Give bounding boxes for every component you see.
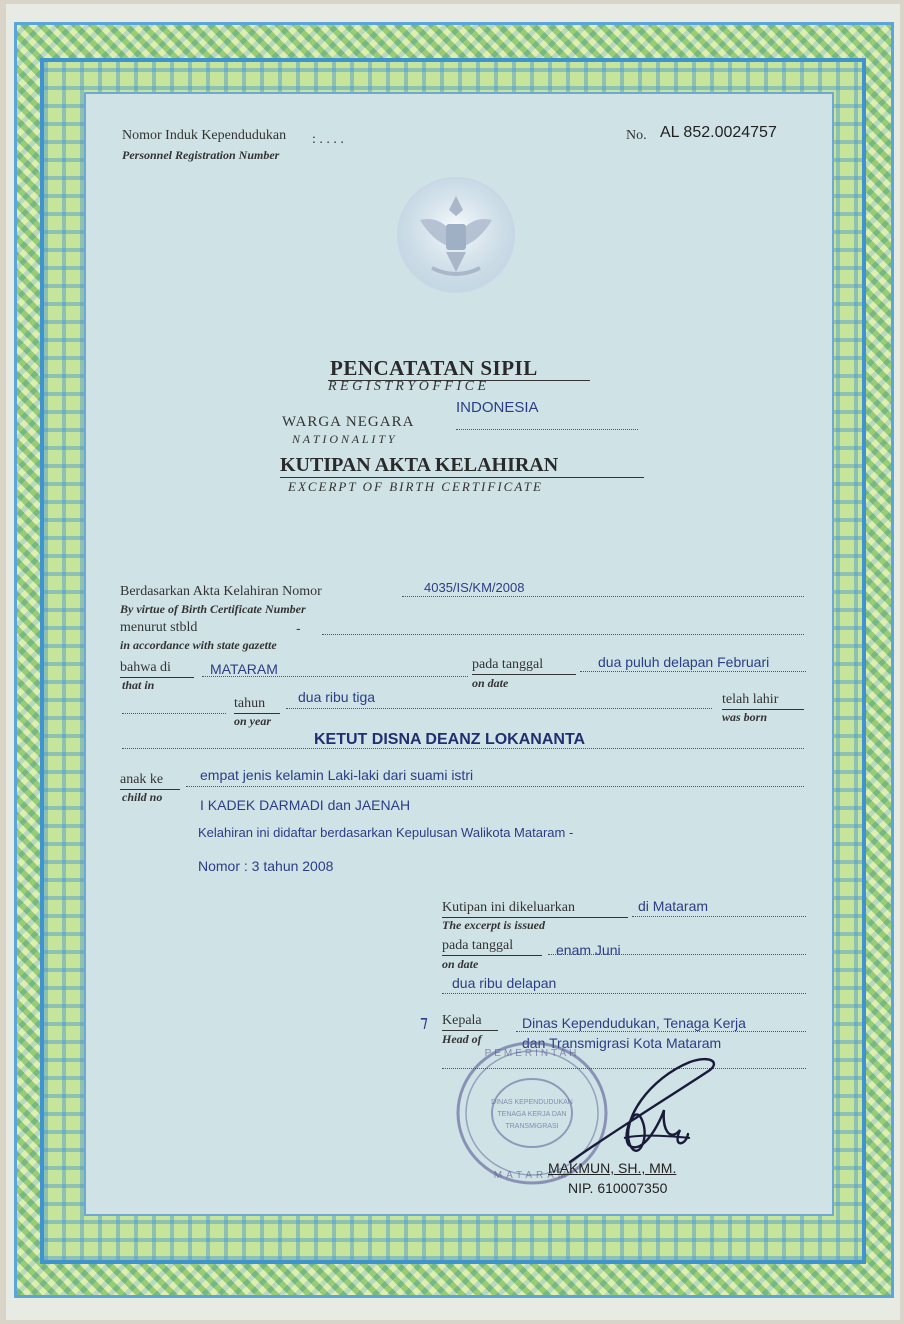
issued-line [632,916,806,917]
year-value: dua ribu tiga [298,689,376,705]
head-value-2: dan Transmigrasi Kota Mataram [522,1035,722,1051]
issued-date-line [548,954,806,955]
cert-no-label-en: By virtue of Birth Certificate Number [120,602,306,616]
issued-date-value: enam Juni [556,942,621,958]
issued-value: di Mataram [638,898,709,914]
official-name: MAKMUN, SH., MM. [548,1160,677,1176]
garuda-emblem-icon [396,176,516,294]
place-label-en: that in [122,678,155,692]
issued-year-line [442,993,806,994]
initial-mark-icon: ⁊ [420,1014,428,1031]
child-no-value: empat jenis kelamin Laki-laki dari suami istri [200,767,474,783]
child-no-label: anak ke [120,772,164,787]
nationality-value: INDONESIA [456,399,539,416]
born-label-en: was born [722,710,768,724]
child-no-label-en: child no [122,790,163,804]
child-name-line [122,748,804,749]
date-label: pada tanggal [472,657,544,672]
nationality-label: WARGA NEGARA [282,414,415,430]
nik-value: : . . . . [312,132,344,147]
svg-text:PEMERINTAH: PEMERINTAH [484,1048,580,1059]
svg-text:DINAS KEPENDUDUKAN: DINAS KEPENDUDUKAN [491,1099,573,1106]
stbld-label-en: in accordance with state gazette [120,638,277,652]
year-label: tahun [234,696,266,711]
parents: I KADEK DARMADI dan JAENAH [200,797,411,813]
place-label: bahwa di [120,660,171,675]
head-label: Kepala [442,1013,482,1028]
head-label-underline [442,1030,498,1031]
issued-date-label-en: on date [442,957,479,971]
stbld-value: - [296,620,301,636]
issued-date-label: pada tanggal [442,938,514,953]
born-label: telah lahir [722,692,779,707]
svg-text:TRANSMIGRASI: TRANSMIGRASI [505,1123,559,1130]
date-label-en: on date [472,676,509,690]
nik-label: Nomor Induk Kependudukan [122,128,287,143]
place-line [202,676,468,677]
issued-date-label-underline [442,955,542,956]
cert-no-label: Berdasarkan Akta Kelahiran Nomor [120,584,322,599]
place-value: MATARAM [210,661,278,677]
nationality-label-en: N A T I O N A L I T Y [292,432,395,446]
date-label-underline [472,674,576,675]
date-line [580,671,806,672]
cert-no-line [402,596,804,597]
office-title-en: R E G I S T R Y O F F I C E [328,379,487,394]
year-line [286,708,712,709]
issued-label: Kutipan ini dikeluarkan [442,900,575,915]
head-label-en: Head of [442,1032,482,1046]
document-title-en: EXCERPT OF BIRTH CERTIFICATE [288,479,543,494]
issued-label-en: The excerpt is issued [442,918,545,932]
document-title: KUTIPAN AKTA KELAHIRAN [280,454,559,476]
nik-label-en: Personnel Registration Number [122,148,280,162]
svg-text:MATARAM: MATARAM [493,1170,571,1181]
date-value: dua puluh delapan Februari [598,654,770,670]
child-name: KETUT DISNA DEANZ LOKANANTA [314,731,586,748]
official-nip: NIP. 610007350 [568,1180,668,1196]
year-pre-line [122,713,226,714]
stbld-label: menurut stbld [120,620,198,635]
stbld-line [322,634,804,635]
child-no-line [186,786,804,787]
head-value-1: Dinas Kependudukan, Tenaga Kerja [522,1015,746,1031]
issued-date-value-year: dua ribu delapan [452,975,557,991]
year-label-en: on year [234,714,271,728]
svg-text:TENAGA KERJA DAN: TENAGA KERJA DAN [497,1111,567,1118]
office-title: PENCATATAN SIPIL [330,356,538,380]
registration-number-note: Nomor : 3 tahun 2008 [198,858,334,874]
cert-no-value: 4035/IS/KM/2008 [424,580,525,595]
head-line-1 [516,1031,806,1032]
no-value: AL 852.0024757 [660,124,777,141]
document-underline [280,477,644,478]
nationality-line [456,429,638,430]
no-label: No. [626,128,647,143]
registration-note: Kelahiran ini didaftar berdasarkan Kepulusan Walikota Mataram - [198,825,574,840]
